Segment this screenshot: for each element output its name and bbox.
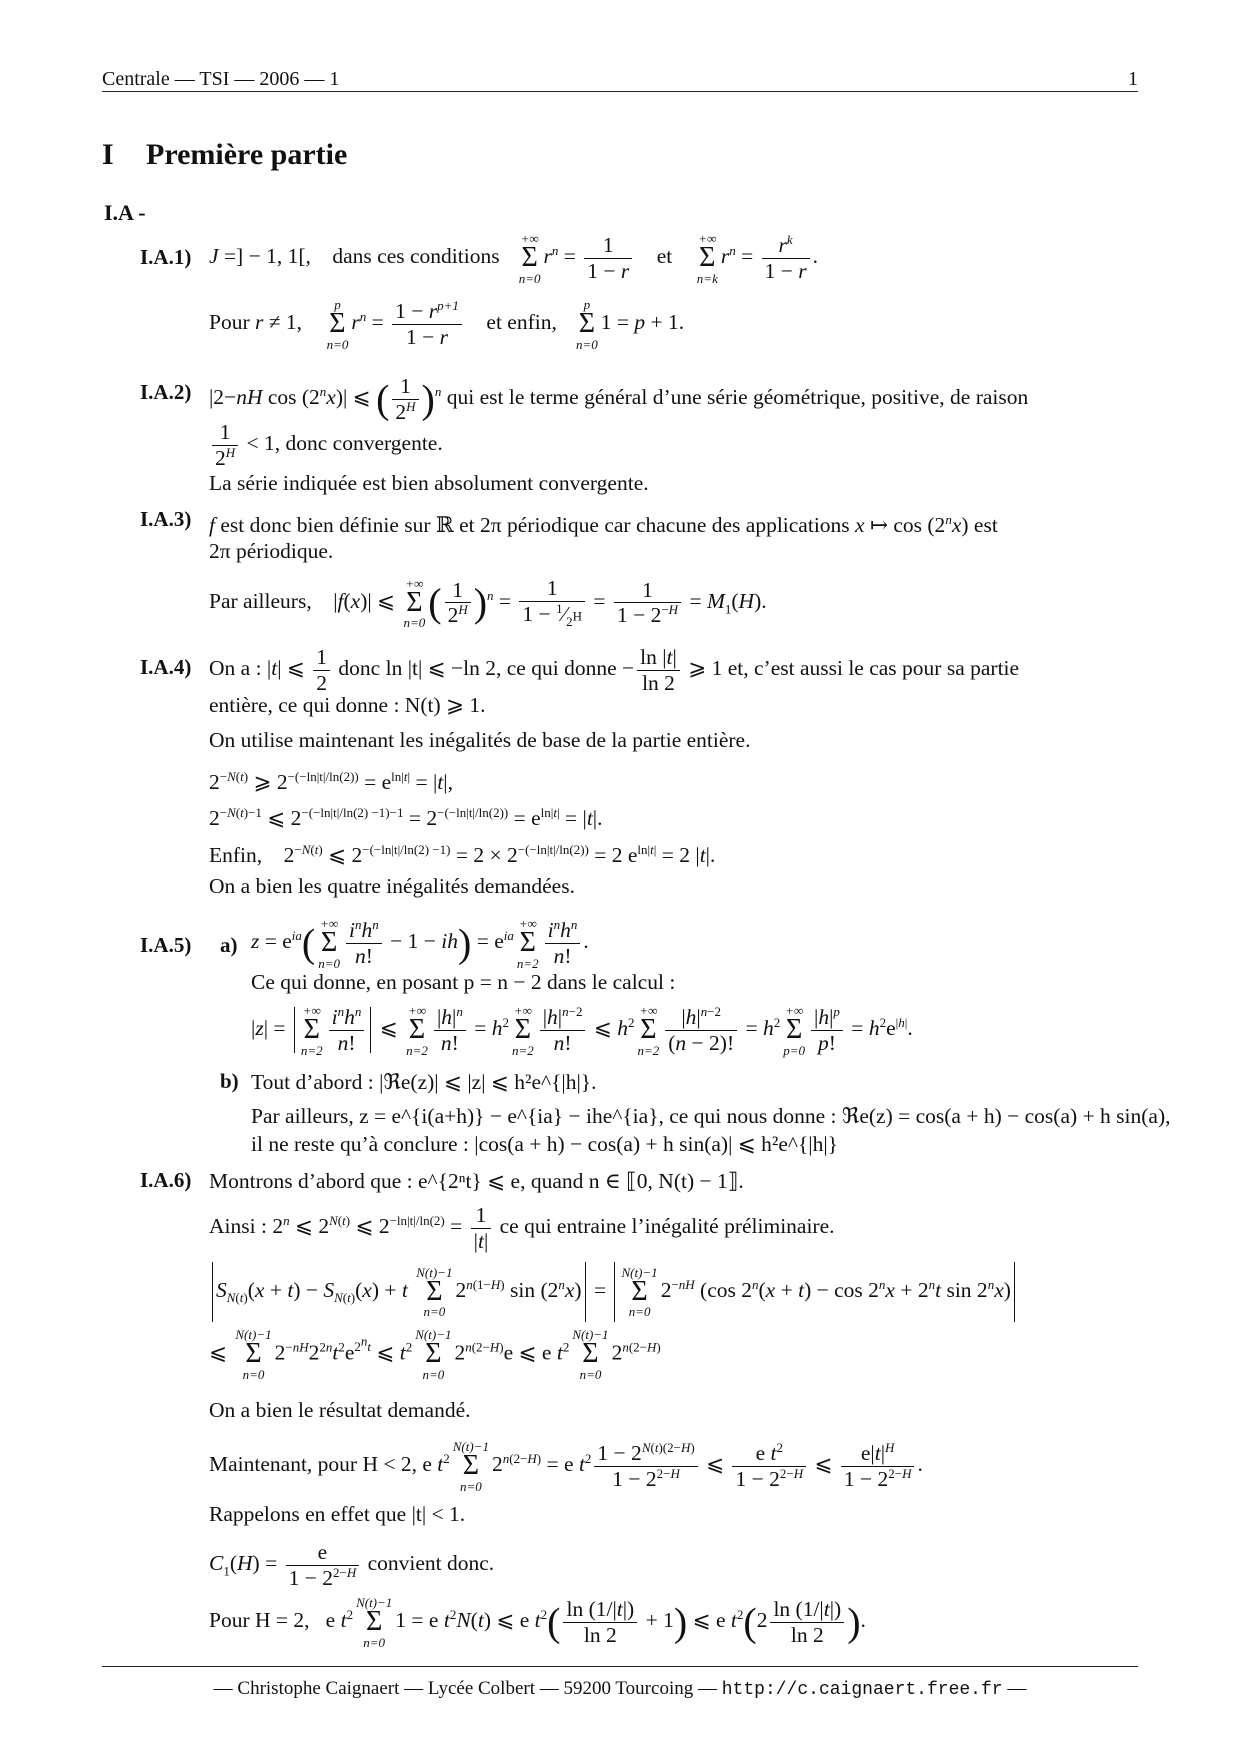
- text-line: 2π périodique.: [209, 539, 334, 563]
- math-line: Enfin, $2^{-N(t)}$ ⩽ $2^{-(-ln|t|/ln(2) -1)} = 2 \times 2^{-(-ln|t|/ln(2))} = 2$ $e^{ln|t|} = 2$ |t|.: [209, 842, 716, 868]
- part-label: a): [220, 933, 238, 957]
- section-title: I Première partie: [102, 138, 348, 171]
- text-line: entière, ce qui donne : N(t) ⩾ 1.: [209, 693, 486, 717]
- question-label: I.A.2): [140, 380, 192, 404]
- text-line: il ne reste qu’à conclure : |cos(a + h) − cos(a) + h sin(a)| ⩽ h²e^{|h|}: [251, 1132, 838, 1156]
- text-line: Tout d’abord : |ℜe(z)| ⩽ |z| ⩽ h²e^{|h|}.: [251, 1070, 597, 1094]
- math-line: Ainsi : 2$^n$ ⩽ $2^{N(t)}$ ⩽ $2^{-ln|t|/ln(2)}$ = $\frac{1}{|t|}$ ce qui entraine l’inégalité préliminaire.: [209, 1203, 835, 1253]
- question-label: I.A.6): [140, 1168, 192, 1192]
- math-line: J =] − 1, 1[, dans ces conditions +∞ Σ n=0 $r^n$ = $\frac{1}{1 - r}$ et +∞ Σ n=k $r^n$ = $\frac{r^k}{1 - r}$ .: [209, 231, 818, 286]
- question-label: I.A.3): [140, 507, 192, 531]
- math-line: |z| = +∞ Σ n=2 $\frac{i^nh^n}{n!}$ ⩽ +∞ Σ n=2 $\frac{|h|^n}{n!}$ = $h^2$ +∞ Σ n=2 $\frac{|h|^{n-2}}{n!}$ ⩽ $h^2$ +∞ Σ n=2 $\frac{|h|^{n-2}}{(n - 2)!}$ = $h^2$ +∞ Σ p=0 $\frac{|h|^p}{p!}$ = $h^2e^{|h|}$.: [251, 1003, 913, 1058]
- math-line: Par ailleurs, |f(x)| ⩽ +∞ Σ n=0 ( $\frac{1}{2^H}$ )$^n$ = $\frac{1}{1 - ^1⁄_{2^H}}$ = $\frac{1}{1 - 2^{-H}}$ = $M_1(H)$.: [209, 575, 767, 631]
- math-line: Maintenant, pour H < 2, e $t^2$ N(t)−1 Σ n=0 $2^{n(2-H)} = e$ $t^2$ $\frac{1 - 2^{N(t)(2-H)}}{1 - 2^{2-H}}$ ⩽ $\frac{e t^2}{1 - 2^{2-H}}$ ⩽ $\frac{e|t|^H}{1 - 2^{2-H}}$ .: [209, 1439, 923, 1494]
- math-line: On a : |t| ⩽ $\frac{1}{2}$ donc ln |t| ⩽ −ln 2, ce qui donne − $\frac{\ln |t|}{\ln 2}$ ⩾ 1 et, c’est aussi le cas pour sa partie: [209, 645, 1020, 695]
- math-line: |2−nH cos (2$^n$x)| ⩽ ( $\frac{1}{2^H}$ )$^n$ qui est le terme général d’une série géométrique, positive, de raison: [209, 374, 1029, 424]
- part-label: b): [220, 1069, 239, 1093]
- footer-rule: [102, 1666, 1138, 1667]
- text-line: On a bien les quatre inégalités demandées.: [209, 874, 575, 898]
- math-line: Pour H = 2, e $t^2$ N(t)−1 Σ n=0 1 = e $t^2N(t)$ ⩽ e $t^2$( $\frac{\ln (1/|t|)}{\ln 2}$ + 1) ⩽ e $t^2(2$ $\frac{\ln (1/|t|)}{\ln 2}$ ).: [209, 1595, 866, 1650]
- footer-link[interactable]: http://c.caignaert.free.fr: [721, 1680, 1003, 1700]
- text-line: On a bien le résultat demandé.: [209, 1398, 471, 1422]
- text-line: Rappelons en effet que |t| < 1.: [209, 1502, 466, 1526]
- text-line: Montrons d’abord que : e^{2ⁿt} ⩽ e, quand n ∈ ⟦0, N(t) − 1⟧.: [209, 1169, 744, 1193]
- math-line: $S_{N(t)}(x + t) - S_{N(t)}(x) + t$ N(t)−1 Σ n=0 $2^{n(1-H)}$ $\sin (2^nx)$ = N(t)−1 Σ n=0 $2^{-nH}$ (cos $2^n(x + t) - \cos 2^nx + 2^nt$ sin 2$^n$x): [209, 1262, 1138, 1322]
- math-line: Pour r ≠ 1, p Σ n=0 $r^n$ = $\frac{1 - r^{p+1}}{1 - r}$ et enfin, p Σ n=0 1 = p + 1.: [209, 297, 685, 352]
- math-line: $2^{-N(t)-1}$ ⩽ $2^{-(-ln|t|/ln(2) -1)-1} = 2^{-(-ln|t|/ln(2))} = e^{ln|t|} = |t|$.: [209, 805, 603, 831]
- page-footer: — Christophe Caignaert — Lycée Colbert — 59200 Tourcoing — http://c.caignaert.free.fr —: [213, 1678, 1027, 1700]
- text-line: Ce qui donne, en posant p = n − 2 dans le calcul :: [251, 970, 676, 994]
- text-line: f est donc bien définie sur ℝ et 2π périodique car chacune des applications x ↦ cos (2$^n$x) est: [209, 512, 998, 538]
- question-label: I.A.4): [140, 655, 192, 679]
- math-line: $z = e^{ia}$( +∞ Σ n=0 $\frac{i^nh^n}{n!}$ − $1 - ih) = e^{ia}$ +∞ Σ n=2 $\frac{i^nh^n}{n!}$ .: [251, 916, 589, 971]
- question-label: I.A.5): [140, 933, 192, 957]
- text-line: La série indiquée est bien absolument convergente.: [209, 471, 649, 495]
- header-title: Centrale — TSI — 2006 — 1: [102, 68, 340, 90]
- math-line: $2^{-N(t)}$ ⩾ $2^{-(-ln|t|/ln(2))} = e^{ln|t|} = |t|$,: [209, 769, 453, 795]
- math-line: ⩽ N(t)−1 Σ n=0 $2^{-nH}2^{2n}t^2e^{2^nt}$ ⩽ $t^2$ N(t)−1 Σ n=0 $2^{n(2-H)}e$ ⩽ e $t^2$ N(t)−1 Σ n=0 $2^{n(2-H)}$: [209, 1327, 661, 1382]
- text-line: On utilise maintenant les inégalités de base de la partie entière.: [209, 728, 751, 752]
- math-line: $\frac{1}{2^H}$ < 1, donc convergente.: [209, 420, 1138, 471]
- page-number: 1: [1128, 68, 1138, 90]
- text-line: Par ailleurs, z = e^{i(a+h)} − e^{ia} − ihe^{ia}, ce qui nous donne : ℜe(z) = cos(a + h) − cos(a) + h sin(a),: [251, 1104, 1171, 1128]
- header-rule: [102, 91, 1138, 92]
- subsection-title: I.A -: [104, 200, 146, 225]
- page-header: [102, 62, 1138, 92]
- question-label: I.A.1): [140, 245, 192, 269]
- math-line: $C_1(H)$ = $\frac{e}{1 - 2^{2-H}}$ convient donc.: [209, 1540, 495, 1590]
